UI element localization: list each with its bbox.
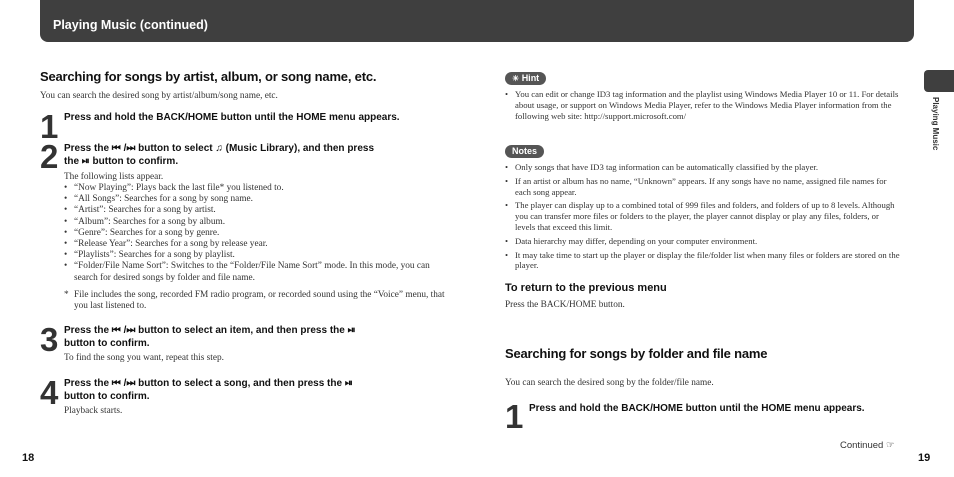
list-item: • “Artist”: Searches for a song by artist. (64, 205, 444, 216)
list-item: • You can edit or change ID3 tag information and the playlist using Windows Media Player 10 or 11. For details about usage, or support on Windows Media Player, refer to the Windows Media Player information from the following web site: http://support.microsoft.com/ (505, 89, 900, 121)
side-tab-label: Playing Music (931, 97, 940, 151)
step-text: button to confirm. (64, 391, 150, 402)
lightbulb-icon: ☀ (512, 74, 520, 83)
header-bar (40, 0, 914, 42)
page-header-title: Playing Music (continued) (53, 18, 208, 32)
right-intro: You can search the desired song by the folder/file name. (505, 378, 714, 388)
return-heading: To return to the previous menu (505, 282, 667, 294)
step-text: Press the ⏮ /⏭ button to select a song, and then press the ⏯ (64, 378, 353, 389)
list-item: • “Album”: Searches for a song by album. (64, 217, 444, 228)
list-item: • “All Songs”: Searches for a song by song name. (64, 194, 444, 205)
step-number: 1 (40, 108, 59, 145)
step-text: the ⏯ button to confirm. (64, 156, 179, 167)
hint-badge: ☀ Hint (505, 72, 546, 85)
list-item: • “Folder/File Name Sort”: Switches to the “Folder/File Name Sort” mode. In this mode, you can search for desired songs by folder and file name. (64, 261, 444, 283)
page-number-left: 18 (22, 452, 35, 464)
return-text: Press the BACK/HOME button. (505, 300, 625, 310)
page-number-right: 19 (918, 452, 931, 464)
left-intro: You can search the desired song by artist/album/song name, etc. (40, 91, 278, 101)
hand-pointer-icon: ☞ (885, 440, 895, 451)
list-item: • “Now Playing”: Plays back the last file* you listened to. (64, 183, 444, 194)
step-text: Press and hold the BACK/HOME button until the HOME menu appears. (529, 403, 865, 414)
section-heading-left: Searching for songs by artist, album, or song name, etc. (40, 69, 377, 84)
step-text: button to confirm. (64, 338, 150, 349)
footnote: File includes the song, recorded FM radio program, or recorded sound using the “Voice” menu, that you last listened to. (74, 290, 445, 312)
list-item: • “Release Year”: Searches for a song by release year. (64, 239, 444, 250)
step-number: 1 (505, 398, 524, 435)
step-number: 2 (40, 138, 59, 175)
footnote-mark: * (64, 290, 69, 300)
list-item: • The player can display up to a combined total of 999 files and folders, and folders of up to 8 levels. Although you can transfer more files or folders to the player, the player cannot display or play any files, folders, or levels that exceed this limit. (505, 200, 900, 232)
step-desc: Playback starts. (64, 406, 123, 416)
notes-badge: Notes (505, 145, 544, 158)
continued-label: Continued ☞ (840, 440, 895, 451)
step-desc: To find the song you want, repeat this step. (64, 353, 224, 363)
list-item: • Data hierarchy may differ, depending on your computer environment. (505, 236, 900, 247)
notes-list (505, 162, 900, 274)
step-text: Press the ⏮ /⏭ button to select an item, and then press the ⏯ (64, 325, 356, 336)
step-text: Press the ⏮ /⏭ button to select ♫ (Music Library), and then press (64, 143, 375, 154)
list-lead: The following lists appear. (64, 172, 164, 182)
list-item: • It may take time to start up the player or display the file/folder list when many files or folders are stored on the player. (505, 250, 900, 272)
list-item: • “Playlists”: Searches for a song by playlist. (64, 250, 444, 261)
list-item: • Only songs that have ID3 tag information can be automatically classified by the player. (505, 162, 900, 173)
list-options (64, 183, 444, 284)
step-number: 3 (40, 321, 59, 358)
list-item: • If an artist or album has no name, “Unknown” appears. If any songs have no name, assigned file names for each song appear. (505, 176, 900, 198)
side-tab (924, 70, 954, 92)
list-item: • “Genre”: Searches for a song by genre. (64, 228, 444, 239)
step-number: 4 (40, 374, 59, 411)
hint-list (505, 89, 900, 124)
step-text: Press and hold the BACK/HOME button until the HOME menu appears. (64, 112, 400, 123)
section-heading-right: Searching for songs by folder and file name (505, 346, 768, 361)
